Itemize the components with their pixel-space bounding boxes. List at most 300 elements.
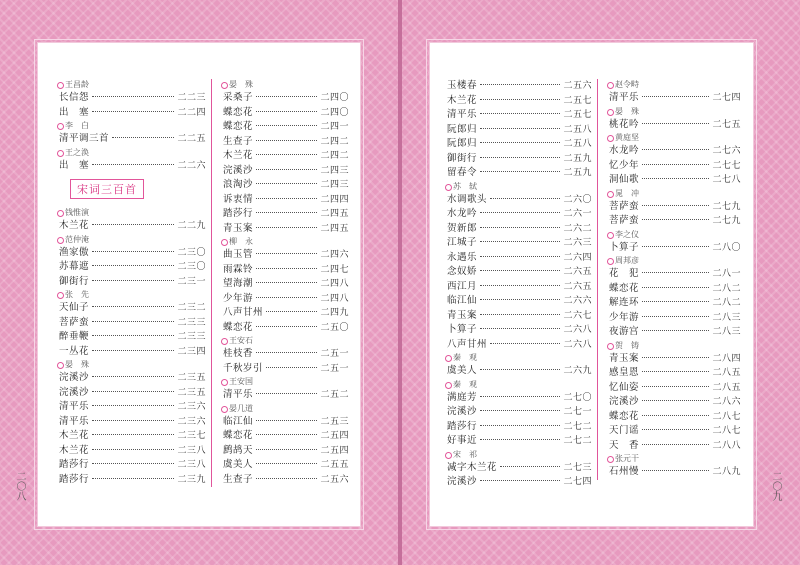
toc-entry[interactable] — [56, 345, 206, 360]
toc-entry[interactable] — [606, 173, 741, 188]
entry-title: 醉垂鞭 — [59, 331, 90, 342]
entry-page-number: 二三六 — [177, 416, 206, 427]
toc-entry[interactable] — [220, 193, 349, 208]
entry-title: 青玉案 — [609, 352, 640, 364]
toc-entry[interactable] — [220, 347, 349, 362]
entry-title: 踏莎行 — [223, 208, 254, 219]
entry-title: 菩萨蛮 — [59, 316, 90, 328]
entry-title: 水龙吟 — [609, 145, 640, 156]
entry-page-number: 二三八 — [177, 445, 206, 456]
entry-page-number: 二二三 — [177, 93, 206, 103]
entry-page-number: 二七二 — [563, 436, 592, 446]
dot-leader — [256, 227, 317, 228]
entry-page-number: 二七五 — [712, 119, 741, 130]
entry-title: 石州慢 — [609, 466, 640, 477]
entry-page-number: 二四五 — [320, 223, 349, 234]
toc-entry[interactable] — [220, 321, 349, 336]
toc-entry[interactable] — [220, 292, 349, 307]
entry-page-number: 二四二 — [320, 136, 349, 147]
entry-title: 卜算子 — [609, 241, 640, 253]
entry-title: 水龙吟 — [447, 208, 478, 219]
dot-leader — [480, 142, 560, 143]
poet-group — [444, 79, 592, 181]
poet-name: 晏几道 — [220, 403, 349, 415]
toc-entry[interactable] — [606, 267, 741, 282]
dot-leader — [256, 393, 317, 394]
dot-leader — [642, 357, 709, 358]
entry-title: 念奴娇 — [447, 266, 478, 277]
dot-leader — [490, 343, 560, 344]
poet-name: 柳 永 — [220, 236, 349, 248]
toc-entry[interactable] — [56, 458, 206, 473]
toc-entry[interactable] — [606, 366, 741, 381]
dot-leader — [112, 137, 174, 138]
toc-entry[interactable] — [220, 178, 349, 193]
entry-page-number: 二六八 — [563, 339, 592, 350]
dot-leader — [480, 171, 560, 172]
toc-entry[interactable] — [444, 108, 592, 123]
entry-title: 浣溪沙 — [59, 372, 90, 383]
toc-entry[interactable] — [606, 144, 741, 159]
entry-page-number: 二五四 — [320, 445, 349, 456]
entry-title: 解连环 — [609, 297, 640, 308]
entry-page-number: 二五八 — [563, 139, 592, 149]
dot-leader — [92, 265, 174, 266]
toc-entry[interactable] — [444, 265, 592, 280]
entry-title: 生查子 — [223, 135, 254, 147]
toc-entry[interactable] — [220, 120, 349, 135]
toc-entry[interactable] — [56, 260, 206, 275]
book-spine — [398, 0, 402, 565]
entry-page-number: 二四〇 — [320, 93, 349, 103]
toc-entry[interactable] — [220, 106, 349, 121]
toc-entry[interactable] — [444, 222, 592, 237]
poet-group — [56, 147, 206, 174]
dot-leader — [92, 111, 174, 112]
toc-entry[interactable] — [56, 429, 206, 444]
toc-entry[interactable] — [444, 166, 592, 181]
dot-leader — [256, 420, 317, 421]
toc-entry[interactable] — [444, 94, 592, 109]
toc-entry[interactable] — [444, 280, 592, 295]
toc-entry[interactable] — [606, 311, 741, 326]
toc-entry[interactable] — [444, 323, 592, 338]
poet-name: 钱惟演 — [56, 207, 206, 219]
entry-page-number: 二七二 — [563, 421, 592, 432]
entry-title: 蝶恋花 — [609, 410, 640, 422]
entry-page-number: 二八五 — [712, 368, 741, 378]
entry-page-number: 二八三 — [712, 312, 741, 323]
dot-leader — [92, 350, 174, 351]
dot-leader — [256, 125, 317, 126]
dot-leader — [642, 371, 709, 372]
entry-page-number: 二三八 — [177, 460, 206, 470]
entry-page-number: 二六四 — [563, 252, 592, 263]
entry-title: 玉楼春 — [447, 80, 478, 91]
dot-leader — [256, 326, 317, 327]
toc-entry[interactable] — [444, 309, 592, 324]
entry-title: 渔家傲 — [59, 246, 90, 258]
poet-name: 晁 冲 — [606, 188, 741, 200]
toc-entry[interactable] — [220, 91, 349, 106]
entry-title: 蝶恋花 — [223, 321, 254, 333]
toc-entry[interactable] — [220, 362, 349, 377]
toc-entry[interactable] — [56, 132, 206, 147]
poet-name: 黄庭坚 — [606, 132, 741, 144]
entry-title: 忆少年 — [609, 159, 640, 171]
toc-entry[interactable] — [444, 79, 592, 94]
left-page-number: 二〇八 — [14, 471, 25, 501]
entry-page-number: 二八六 — [712, 397, 741, 407]
entry-title: 桃花吟 — [609, 118, 640, 130]
poet-group — [606, 255, 741, 340]
entry-page-number: 二八九 — [712, 467, 741, 477]
dot-leader — [92, 321, 174, 322]
entry-page-number: 二五一 — [320, 363, 349, 374]
entry-title: 出 塞 — [59, 159, 90, 171]
dot-leader — [266, 367, 317, 368]
dot-leader — [256, 434, 317, 435]
toc-entry[interactable] — [444, 338, 592, 353]
toc-entry[interactable] — [444, 137, 592, 152]
toc-entry[interactable] — [444, 207, 592, 222]
dot-leader — [256, 253, 317, 254]
entry-title: 曲玉管 — [223, 249, 254, 260]
toc-entry[interactable] — [606, 91, 741, 106]
entry-title: 诉衷情 — [223, 193, 254, 205]
entry-title: 阮郎归 — [447, 123, 478, 135]
poet-group — [220, 335, 349, 376]
dot-leader — [480, 410, 560, 411]
toc-entry[interactable] — [444, 391, 592, 406]
entry-page-number: 二七九 — [712, 201, 741, 212]
toc-entry[interactable] — [220, 388, 349, 403]
dot-leader — [480, 113, 560, 114]
entry-title: 留春令 — [447, 167, 478, 178]
poet-name: 王安石 — [220, 335, 349, 347]
toc-entry[interactable] — [606, 159, 741, 174]
entry-title: 长信怨 — [59, 92, 90, 103]
toc-entry[interactable] — [220, 135, 349, 150]
toc-entry[interactable] — [220, 444, 349, 459]
toc-entry[interactable] — [220, 277, 349, 292]
entry-page-number: 二六〇 — [563, 194, 592, 205]
entry-page-number: 二八七 — [712, 411, 741, 422]
entry-title: 御街行 — [59, 275, 90, 287]
entry-page-number: 二三四 — [177, 346, 206, 357]
toc-entry[interactable] — [220, 306, 349, 321]
poet-name: 李 白 — [56, 120, 206, 132]
toc-entry[interactable] — [606, 118, 741, 133]
toc-entry[interactable] — [606, 352, 741, 367]
entry-title: 八声甘州 — [447, 338, 488, 350]
entry-title: 好事近 — [447, 435, 478, 446]
entry-title: 浣溪沙 — [447, 406, 478, 417]
dot-leader — [480, 480, 560, 481]
toc-entry[interactable] — [606, 200, 741, 215]
toc-entry[interactable] — [444, 193, 592, 208]
dot-leader — [256, 268, 317, 269]
toc-entry[interactable] — [444, 123, 592, 138]
entry-page-number: 二七四 — [563, 477, 592, 487]
entry-page-number: 二八二 — [712, 298, 741, 308]
dot-leader — [92, 405, 174, 406]
entry-title: 八声甘州 — [223, 307, 264, 318]
right-page-number: 二〇九 — [770, 471, 781, 501]
dot-leader — [490, 198, 560, 199]
poet-group — [606, 229, 741, 256]
entry-page-number: 二五二 — [320, 390, 349, 400]
dot-leader — [92, 376, 174, 377]
entry-title: 永遇乐 — [447, 251, 478, 263]
toc-entry[interactable] — [56, 473, 206, 488]
poet-name: 周邦彦 — [606, 255, 741, 267]
entry-page-number: 二二六 — [177, 160, 206, 171]
poet-name: 晏 殊 — [56, 359, 206, 371]
toc-entry[interactable] — [606, 381, 741, 396]
dot-leader — [480, 157, 560, 158]
dot-leader — [480, 439, 560, 440]
toc-entry[interactable] — [56, 219, 206, 234]
dot-leader — [92, 449, 174, 450]
toc-entry[interactable] — [444, 364, 592, 379]
toc-entry[interactable] — [444, 475, 592, 490]
dot-leader — [92, 306, 174, 307]
dot-leader — [256, 352, 317, 353]
entry-title: 临江仙 — [223, 415, 254, 427]
toc-entry[interactable] — [220, 207, 349, 222]
dot-leader — [480, 128, 560, 129]
toc-entry[interactable] — [56, 371, 206, 386]
toc-entry[interactable] — [220, 164, 349, 179]
poet-name: 秦 观 — [444, 379, 592, 391]
entry-title: 菩萨蛮 — [609, 215, 640, 226]
dot-leader — [642, 246, 709, 247]
entry-page-number: 二八〇 — [712, 242, 741, 253]
toc-entry[interactable] — [56, 415, 206, 430]
poet-group — [606, 340, 741, 454]
poet-name: 范仲淹 — [56, 234, 206, 246]
dot-leader — [256, 478, 317, 479]
dot-leader — [480, 369, 560, 370]
toc-entry[interactable] — [606, 296, 741, 311]
toc-entry[interactable] — [444, 251, 592, 266]
entry-page-number: 二五四 — [320, 431, 349, 441]
entry-page-number: 二二五 — [177, 134, 206, 144]
entry-title: 采桑子 — [223, 92, 254, 103]
toc-entry[interactable] — [56, 106, 206, 121]
toc-entry[interactable] — [220, 263, 349, 278]
dot-leader — [642, 149, 709, 150]
dot-leader — [642, 287, 709, 288]
entry-title: 桂枝香 — [223, 348, 254, 359]
entry-page-number: 二三七 — [177, 431, 206, 441]
dot-leader — [480, 314, 560, 315]
entry-title: 天 香 — [609, 439, 640, 451]
dot-leader — [480, 328, 560, 329]
toc-entry[interactable] — [606, 214, 741, 229]
poet-group — [56, 79, 206, 120]
entry-page-number: 二四七 — [320, 264, 349, 275]
entry-title: 水调歌头 — [447, 193, 488, 205]
toc-entry[interactable] — [606, 241, 741, 256]
right-column-2 — [597, 79, 741, 480]
entry-page-number: 二八一 — [712, 269, 741, 279]
poet-name: 张 先 — [56, 289, 206, 301]
dot-leader — [92, 463, 174, 464]
poet-group — [606, 188, 741, 229]
entry-title: 少年游 — [609, 311, 640, 323]
toc-entry[interactable] — [444, 461, 592, 476]
dot-leader — [480, 241, 560, 242]
entry-page-number: 二二四 — [177, 107, 206, 118]
toc-entry[interactable] — [444, 294, 592, 309]
toc-entry[interactable] — [220, 473, 349, 488]
toc-entry[interactable] — [606, 424, 741, 439]
toc-entry[interactable] — [56, 301, 206, 316]
dot-leader — [642, 123, 709, 124]
toc-entry[interactable] — [220, 248, 349, 263]
toc-entry[interactable] — [444, 236, 592, 251]
toc-entry[interactable] — [444, 434, 592, 449]
entry-title: 天门谣 — [609, 425, 640, 436]
dot-leader — [642, 219, 709, 220]
entry-title: 踏莎行 — [59, 473, 90, 485]
entry-page-number: 二七一 — [563, 407, 592, 417]
poet-group — [606, 106, 741, 133]
toc-entry[interactable] — [444, 152, 592, 167]
entry-page-number: 二六二 — [563, 223, 592, 234]
toc-entry[interactable] — [444, 420, 592, 435]
entry-page-number: 二八七 — [712, 426, 741, 436]
entry-page-number: 二四八 — [320, 293, 349, 304]
dot-leader — [92, 478, 174, 479]
entry-page-number: 二三五 — [177, 387, 206, 398]
dot-leader — [642, 444, 709, 445]
entry-page-number: 二七七 — [712, 160, 741, 171]
poet-group — [56, 289, 206, 359]
toc-entry[interactable] — [56, 316, 206, 331]
toc-entry[interactable] — [56, 386, 206, 401]
poet-name: 贺 铸 — [606, 340, 741, 352]
entry-page-number: 二六六 — [563, 296, 592, 306]
entry-title: 望海潮 — [223, 278, 254, 289]
toc-entry[interactable] — [220, 149, 349, 164]
entry-title: 一丛花 — [59, 345, 90, 357]
toc-entry[interactable] — [444, 405, 592, 420]
toc-entry[interactable] — [606, 325, 741, 340]
dot-leader — [256, 449, 317, 450]
entry-page-number: 二五五 — [320, 460, 349, 470]
entry-page-number: 二五八 — [563, 124, 592, 135]
entry-page-number: 二三五 — [177, 373, 206, 383]
entry-title: 蝶恋花 — [223, 121, 254, 132]
poet-name: 王昌龄 — [56, 79, 206, 91]
dot-leader — [256, 154, 317, 155]
entry-title: 菩萨蛮 — [609, 200, 640, 212]
dot-leader — [642, 330, 709, 331]
toc-entry[interactable] — [606, 282, 741, 297]
entry-title: 虞美人 — [447, 365, 478, 376]
entry-page-number: 二七四 — [712, 93, 741, 103]
entry-title: 虞美人 — [223, 459, 254, 470]
entry-title: 木兰花 — [223, 150, 254, 161]
toc-entry[interactable] — [56, 246, 206, 261]
toc-entry[interactable] — [56, 444, 206, 459]
dot-leader — [642, 316, 709, 317]
toc-entry[interactable] — [606, 395, 741, 410]
entry-title: 阮郎归 — [447, 138, 478, 149]
entry-page-number: 二六三 — [563, 238, 592, 248]
entry-title: 雨霖铃 — [223, 263, 254, 275]
entry-title: 苏幕遮 — [59, 261, 90, 272]
left-column-2 — [211, 79, 349, 487]
toc-entry[interactable] — [220, 415, 349, 430]
entry-title: 浣溪沙 — [59, 386, 90, 398]
entry-page-number: 二八八 — [712, 440, 741, 451]
dot-leader — [480, 285, 560, 286]
toc-entry[interactable] — [606, 439, 741, 454]
dot-leader — [256, 183, 317, 184]
right-page — [429, 42, 754, 527]
dot-leader — [92, 420, 174, 421]
entry-title: 夜游宫 — [609, 326, 640, 337]
entry-title: 清平乐 — [223, 389, 254, 400]
entry-page-number: 二四三 — [320, 180, 349, 190]
toc-entry[interactable] — [606, 465, 741, 480]
entry-page-number: 二五七 — [563, 95, 592, 106]
poet-group — [56, 207, 206, 234]
dot-leader — [256, 96, 317, 97]
entry-page-number: 二四五 — [320, 209, 349, 219]
poet-name: 秦 观 — [444, 352, 592, 364]
toc-entry[interactable] — [56, 330, 206, 345]
toc-entry[interactable] — [56, 275, 206, 290]
poet-group — [606, 79, 741, 106]
toc-entry[interactable] — [220, 222, 349, 237]
entry-title: 清平乐 — [447, 109, 478, 120]
entry-page-number: 二三三 — [177, 332, 206, 342]
dot-leader — [92, 224, 174, 225]
entry-title: 清平乐 — [609, 92, 640, 103]
poet-name: 晏 殊 — [220, 79, 349, 91]
dot-leader — [266, 311, 317, 312]
toc-entry[interactable] — [220, 458, 349, 473]
toc-entry[interactable] — [56, 159, 206, 174]
entry-title: 满庭芳 — [447, 391, 478, 403]
entry-page-number: 二三三 — [177, 317, 206, 328]
entry-title: 西江月 — [447, 280, 478, 292]
dot-leader — [256, 169, 317, 170]
dot-leader — [92, 164, 174, 165]
dot-leader — [642, 386, 709, 387]
entry-page-number: 二四二 — [320, 151, 349, 161]
dot-leader — [256, 111, 317, 112]
entry-title: 感皇恩 — [609, 367, 640, 378]
toc-entry[interactable] — [56, 91, 206, 106]
dot-leader — [480, 270, 560, 271]
entry-page-number: 二八五 — [712, 382, 741, 393]
dot-leader — [480, 99, 560, 100]
entry-page-number: 二二九 — [177, 221, 206, 231]
toc-entry[interactable] — [56, 400, 206, 415]
poet-name: 赵令畤 — [606, 79, 741, 91]
toc-entry[interactable] — [220, 429, 349, 444]
poet-group — [606, 453, 741, 480]
entry-page-number: 二五九 — [563, 168, 592, 178]
entry-title: 千秋岁引 — [223, 362, 264, 374]
toc-entry[interactable] — [606, 410, 741, 425]
